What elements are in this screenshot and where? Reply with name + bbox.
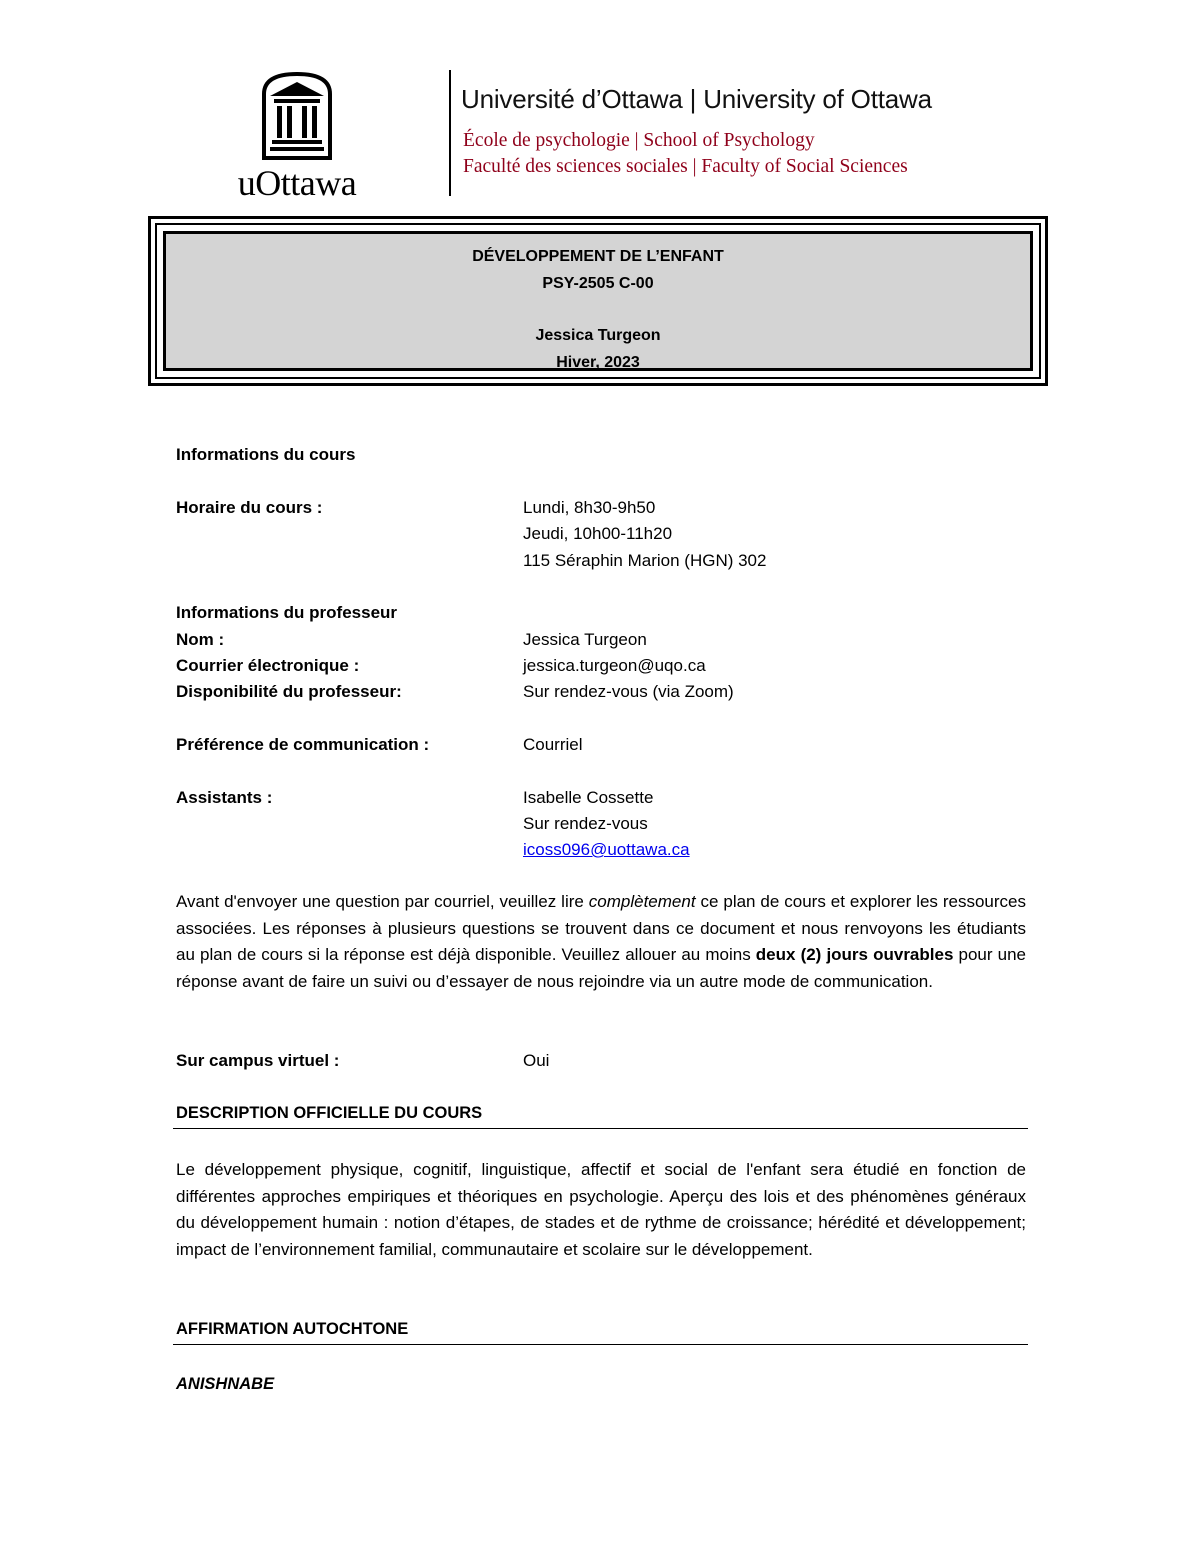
schedule-line: Jeudi, 10h00-11h20 — [523, 524, 673, 543]
professor-name: Jessica Turgeon — [523, 630, 647, 649]
paragraph-text: pour une réponse avant de faire un suivi ou d’essayer de nous rejoindre via un autre mode de communication. — [176, 945, 1027, 991]
section-divider — [173, 1344, 1028, 1345]
paragraph-emphasis: complètement — [588, 892, 696, 911]
schedule-line: Lundi, 8h30-9h50 — [523, 498, 656, 517]
paragraph-text: Avant d'envoyer une question par courriel, veuillez lire — [176, 892, 589, 911]
description-heading: DESCRIPTION OFFICIELLE DU COURS — [176, 1104, 483, 1122]
term: Hiver, 2023 — [556, 354, 640, 371]
assistant-name: Isabelle Cossette — [523, 788, 654, 807]
course-title: DÉVELOPPEMENT DE L’ENFANT — [472, 248, 724, 265]
schedule-location: 115 Séraphin Marion (HGN) 302 — [523, 551, 767, 570]
course-info-heading: Informations du cours — [176, 445, 356, 464]
paragraph-bold: deux (2) jours ouvrables — [755, 945, 954, 964]
professor-info-heading: Informations du professeur — [176, 603, 398, 622]
logo-wordmark: uOttawa — [237, 163, 357, 203]
email-label: Courrier électronique : — [176, 656, 360, 675]
course-title-box — [148, 216, 1048, 386]
professor-availability: Sur rendez-vous (via Zoom) — [523, 682, 734, 701]
communication-value: Courriel — [523, 735, 583, 754]
email-policy-paragraph — [176, 889, 1026, 995]
affirmation-subheading: ANISHNABE — [176, 1375, 275, 1393]
assistant-email-link[interactable]: icoss096@uottawa.ca — [523, 840, 690, 859]
assistants-label: Assistants : — [176, 788, 273, 807]
professor-email: jessica.turgeon@uqo.ca — [523, 656, 706, 675]
assistant-availability: Sur rendez-vous — [523, 814, 648, 833]
virtual-campus-value: Oui — [523, 1051, 550, 1070]
instructor-name: Jessica Turgeon — [535, 327, 661, 344]
communication-label: Préférence de communication : — [176, 735, 430, 754]
affirmation-heading: AFFIRMATION AUTOCHTONE — [176, 1320, 409, 1338]
virtual-campus-label: Sur campus virtuel : — [176, 1051, 340, 1070]
university-name: Université d’Ottawa | University of Ottawa — [461, 84, 932, 114]
availability-label: Disponibilité du professeur: — [176, 682, 402, 701]
course-code: PSY-2505 C-00 — [542, 275, 654, 292]
department-name: École de psychologie | School of Psychology — [463, 130, 815, 151]
schedule-label: Horaire du cours : — [176, 498, 323, 517]
faculty-name: Faculté des sciences sociales | Faculty of Social Sciences — [463, 156, 908, 177]
paragraph-text: ce plan de cours et explorer les ressources associées. Les réponses à plusieurs questions se trouvent dans ce document et nous renvoyons les étudiants au plan de cours si la réponse est déjà disponible. Veuillez allouer au moins — [176, 892, 1026, 964]
name-label: Nom : — [176, 630, 225, 649]
section-divider — [173, 1128, 1028, 1129]
assistant-email-wrapper — [523, 840, 690, 860]
description-text: Le développement physique, cognitif, linguistique, affectif et social de l'enfant sera étudié en fonction de différentes approches empiriques et théoriques en psychologie. Aperçu des lois et des phénomènes généraux du développement humain : notion d’étapes, de stades et de rythme de croissance; hérédité et développement; impact de l’environnement familial, communautaire et scolaire sur le développement. — [176, 1160, 1026, 1259]
header-divider — [449, 70, 451, 196]
